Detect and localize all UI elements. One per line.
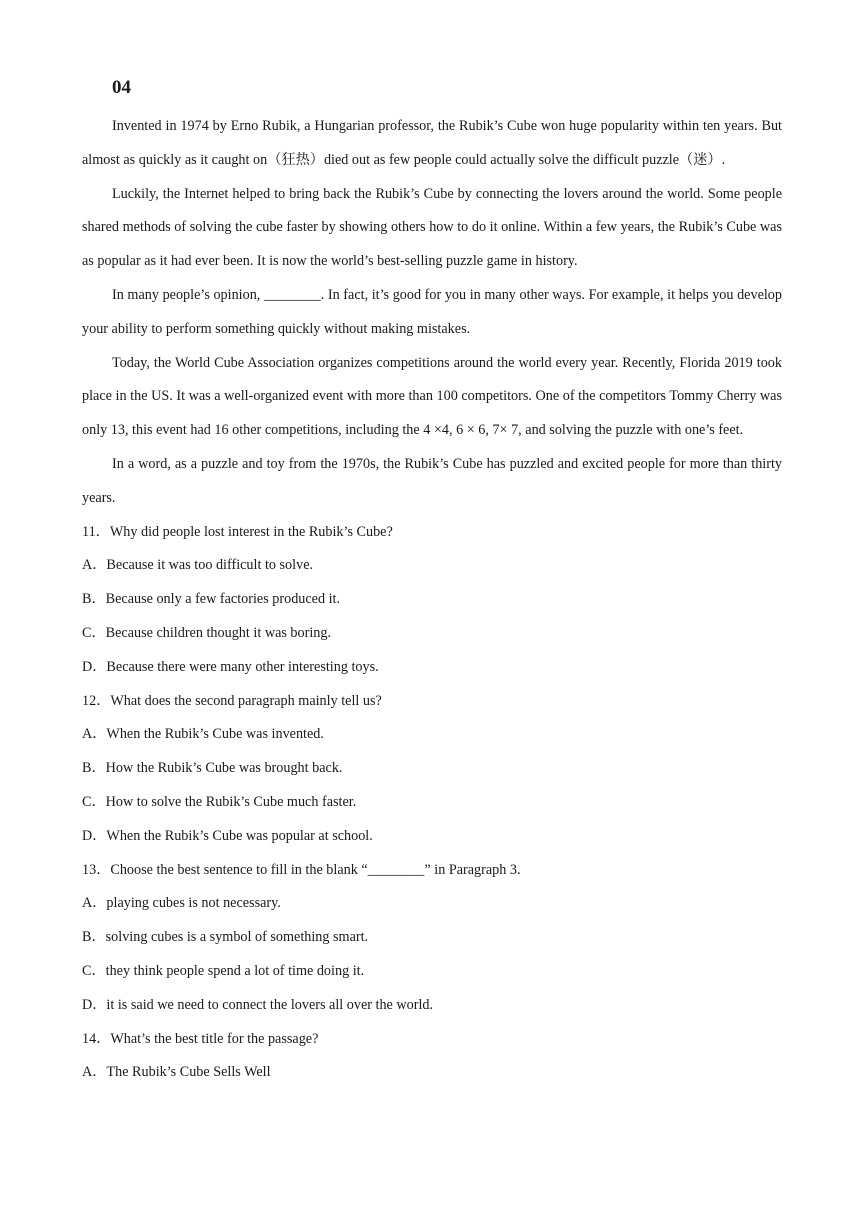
option-c: C．they think people spend a lot of time doing it.: [82, 962, 365, 979]
option-a: A．The Rubik’s Cube Sells Well: [82, 1064, 271, 1081]
option-c: C．How to solve the Rubik’s Cube much faster.: [82, 793, 357, 810]
passage-paragraph-4: Today, the World Cube Association organizes competitions around the world every year. Recently, Florida 2019 took place in the US. It was a well-organized event with more than 100 competitors. One of the competitors Tommy Cherry was only 13, this event had 16 other competitions, including the 4 ×4, 6 × 6, 7× 7, and solving the puzzle with one’s feet.: [82, 354, 782, 439]
option-a: A．Because it was too difficult to solve.: [82, 557, 314, 574]
question-13: [82, 854, 782, 1023]
question-stem: 13．Choose the best sentence to fill in the blank “________” in Paragraph 3.: [82, 861, 521, 878]
option-d: D．Because there were many other interesting toys.: [82, 658, 379, 675]
option-d: D．it is said we need to connect the lovers all over the world.: [82, 996, 434, 1013]
option-c: C．Because children thought it was boring.: [82, 624, 332, 641]
option-b: B．solving cubes is a symbol of something smart.: [82, 929, 369, 946]
passage-paragraph-5: In a word, as a puzzle and toy from the 1970s, the Rubik’s Cube has puzzled and excited people for more than thirty years.: [82, 455, 782, 506]
question-stem: 11．Why did people lost interest in the Rubik’s Cube?: [82, 523, 393, 540]
question-stem: 12．What does the second paragraph mainly tell us?: [82, 692, 382, 709]
option-a: A．When the Rubik’s Cube was invented.: [82, 726, 324, 743]
question-11: [82, 516, 782, 685]
option-a: A．playing cubes is not necessary.: [82, 895, 281, 912]
question-14: [82, 1023, 782, 1091]
section-number: 04: [112, 77, 131, 98]
passage-paragraph-3: In many people’s opinion, ________. In fact, it’s good for you in many other ways. For example, it helps you develop your ability to perform something quickly without making mistakes.: [82, 286, 782, 337]
option-d: D．When the Rubik’s Cube was popular at school.: [82, 827, 373, 844]
passage-paragraph-2: Luckily, the Internet helped to bring back the Rubik’s Cube by connecting the lovers around the world. Some people shared methods of solving the cube faster by showing others how to do it online. Within a few years, the Rubik’s Cube was as popular as it had ever been. It is now the world’s best-selling puzzle game in history.: [82, 185, 782, 270]
question-stem: 14．What’s the best title for the passage?: [82, 1030, 319, 1047]
passage-paragraph-1: Invented in 1974 by Erno Rubik, a Hungarian professor, the Rubik’s Cube won huge popularity within ten years. But almost as quickly as it caught on（狂热）died out as few people could actually solve the difficult puzzle（迷）.: [82, 118, 782, 168]
option-b: B．Because only a few factories produced it.: [82, 591, 341, 608]
question-12: [82, 685, 782, 854]
option-b: B．How the Rubik’s Cube was brought back.: [82, 760, 343, 777]
reading-passage: [82, 110, 782, 1090]
